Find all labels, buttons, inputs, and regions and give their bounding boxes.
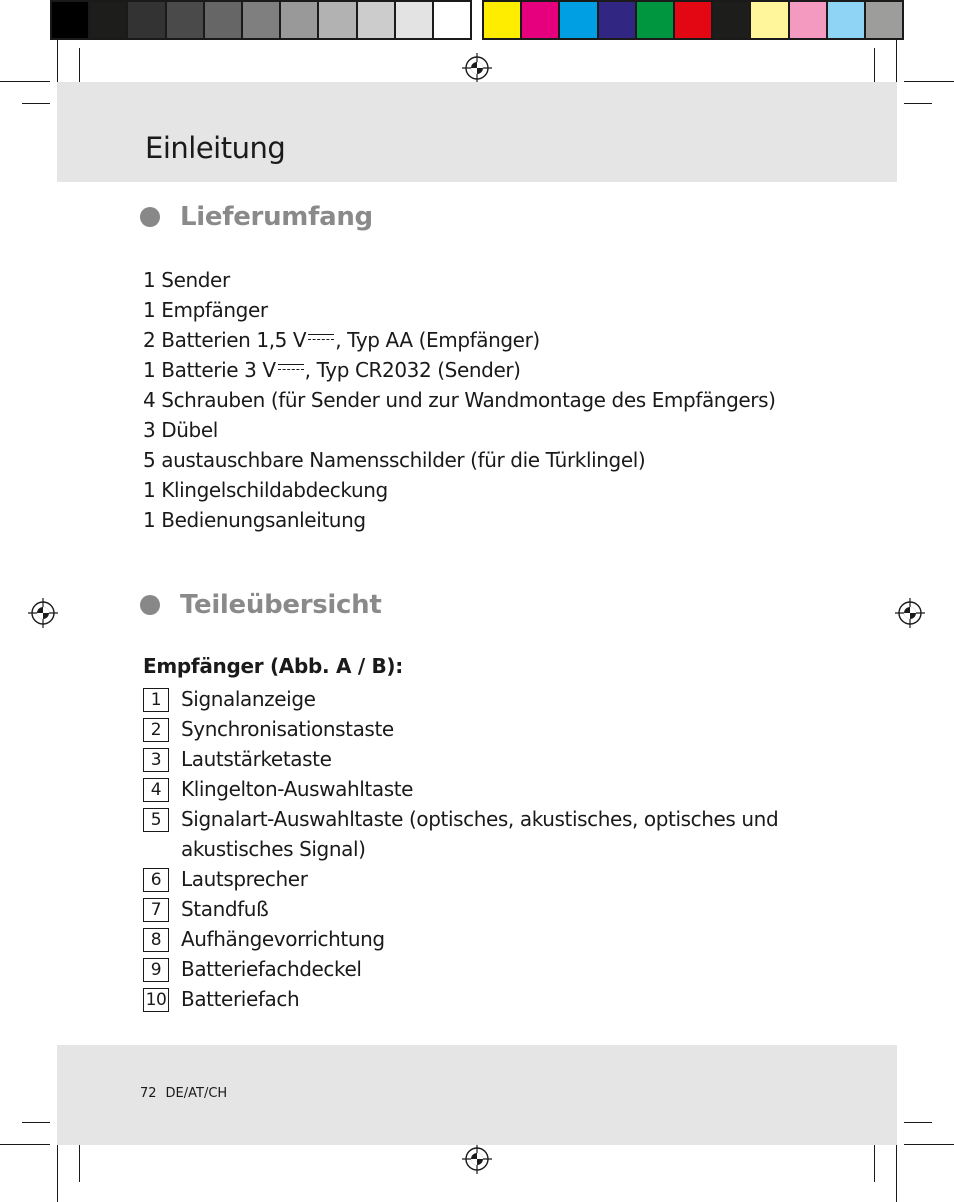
gray-swatch [434, 2, 470, 38]
page-title: Einleitung [145, 131, 286, 165]
part-label: Batteriefachdeckel [181, 957, 362, 981]
part-label: Klingelton-Auswahltaste [181, 777, 414, 801]
crop-mark [904, 81, 954, 82]
crop-mark [22, 103, 50, 104]
contents-item-text: , Typ CR2032 (Sender) [304, 358, 521, 382]
part-label: Signalanzeige [181, 687, 316, 711]
contents-item [143, 355, 776, 385]
part-label: Lautstärketaste [181, 747, 332, 771]
contents-item: 5 austauschbare Namensschilder (für die Türklingel) [143, 448, 646, 472]
contents-item-text: 2 Batterien 1,5 V [143, 328, 307, 352]
part-number-box: 6 [143, 868, 169, 892]
crop-mark [904, 1144, 954, 1145]
part-label: Batteriefach [181, 987, 300, 1011]
gray-swatch [90, 2, 128, 38]
contents-item: 1 Klingelschildabdeckung [143, 478, 388, 502]
part-number-box: 1 [143, 688, 169, 712]
registration-mark-icon [462, 1144, 492, 1174]
part-number-box: 7 [143, 898, 169, 922]
parts-item [143, 954, 783, 984]
color-swatch [751, 2, 789, 38]
grayscale-calibration-bar [50, 0, 472, 40]
crop-mark [79, 1140, 80, 1182]
gray-swatch [319, 2, 357, 38]
parts-item [143, 744, 783, 774]
crop-mark [904, 1122, 932, 1123]
part-label: Synchronisationstaste [181, 717, 394, 741]
gray-swatch [128, 2, 166, 38]
crop-mark [0, 1144, 50, 1145]
contents-item-text: , Typ AA (Empfänger) [335, 328, 540, 352]
gray-swatch [281, 2, 319, 38]
color-swatch [713, 2, 751, 38]
part-label: Standfuß [181, 897, 269, 921]
contents-item [143, 325, 776, 355]
part-label: Aufhängevorrichtung [181, 927, 385, 951]
crop-mark [874, 1140, 875, 1182]
part-number-box: 4 [143, 778, 169, 802]
color-swatch [790, 2, 828, 38]
part-number-box: 2 [143, 718, 169, 742]
part-label: Signalart-Auswahltaste (optisches, akustisches, optisches und akustisches Signal) [181, 807, 779, 861]
part-number-box: 9 [143, 958, 169, 982]
bullet-dot-icon [140, 207, 160, 227]
color-swatch [828, 2, 866, 38]
part-number-box: 8 [143, 928, 169, 952]
section-heading-contents [140, 202, 373, 232]
color-swatch [637, 2, 675, 38]
parts-item [143, 714, 783, 744]
contents-item: 1 Bedienungsanleitung [143, 508, 366, 532]
color-calibration-bar [482, 0, 904, 40]
parts-item [143, 894, 783, 924]
color-swatch [522, 2, 560, 38]
parts-item [143, 984, 783, 1014]
contents-list [143, 265, 776, 535]
section-heading-parts [140, 590, 382, 620]
page-footer [140, 1086, 227, 1101]
contents-item: 1 Empfänger [143, 298, 268, 322]
crop-mark [22, 1122, 50, 1123]
contents-item-text: 1 Batterie 3 V [143, 358, 276, 382]
dc-voltage-icon [308, 333, 334, 343]
gray-swatch [52, 2, 90, 38]
part-number-box: 5 [143, 808, 169, 832]
color-swatch [599, 2, 637, 38]
section-heading-text: Teileübersicht [180, 590, 382, 620]
crop-mark [904, 103, 932, 104]
part-number-box: 10 [143, 988, 169, 1012]
parts-list [143, 684, 783, 1014]
gray-swatch [396, 2, 434, 38]
color-swatch [866, 2, 902, 38]
bullet-dot-icon [140, 595, 160, 615]
gray-swatch [243, 2, 281, 38]
gray-swatch [205, 2, 243, 38]
page-number: 72 [140, 1086, 157, 1101]
country-codes: DE/AT/CH [165, 1086, 228, 1101]
section-heading-text: Lieferumfang [180, 202, 373, 232]
parts-item [143, 684, 783, 714]
contents-item: 3 Dübel [143, 418, 218, 442]
gray-swatch [358, 2, 396, 38]
parts-subheading: Empfänger (Abb. A / B): [143, 654, 403, 678]
parts-item [143, 864, 783, 894]
registration-mark-icon [462, 53, 492, 83]
parts-item [143, 924, 783, 954]
color-swatch [675, 2, 713, 38]
part-number-box: 3 [143, 748, 169, 772]
registration-mark-icon [895, 598, 925, 628]
color-swatch [560, 2, 598, 38]
crop-mark [0, 81, 50, 82]
gray-swatch [167, 2, 205, 38]
dc-voltage-icon [278, 363, 304, 373]
color-swatch [484, 2, 522, 38]
parts-item [143, 804, 783, 864]
contents-item: 4 Schrauben (für Sender und zur Wandmontage des Empfängers) [143, 388, 776, 412]
parts-item [143, 774, 783, 804]
registration-mark-icon [28, 598, 58, 628]
part-label: Lautsprecher [181, 867, 308, 891]
contents-item: 1 Sender [143, 268, 230, 292]
